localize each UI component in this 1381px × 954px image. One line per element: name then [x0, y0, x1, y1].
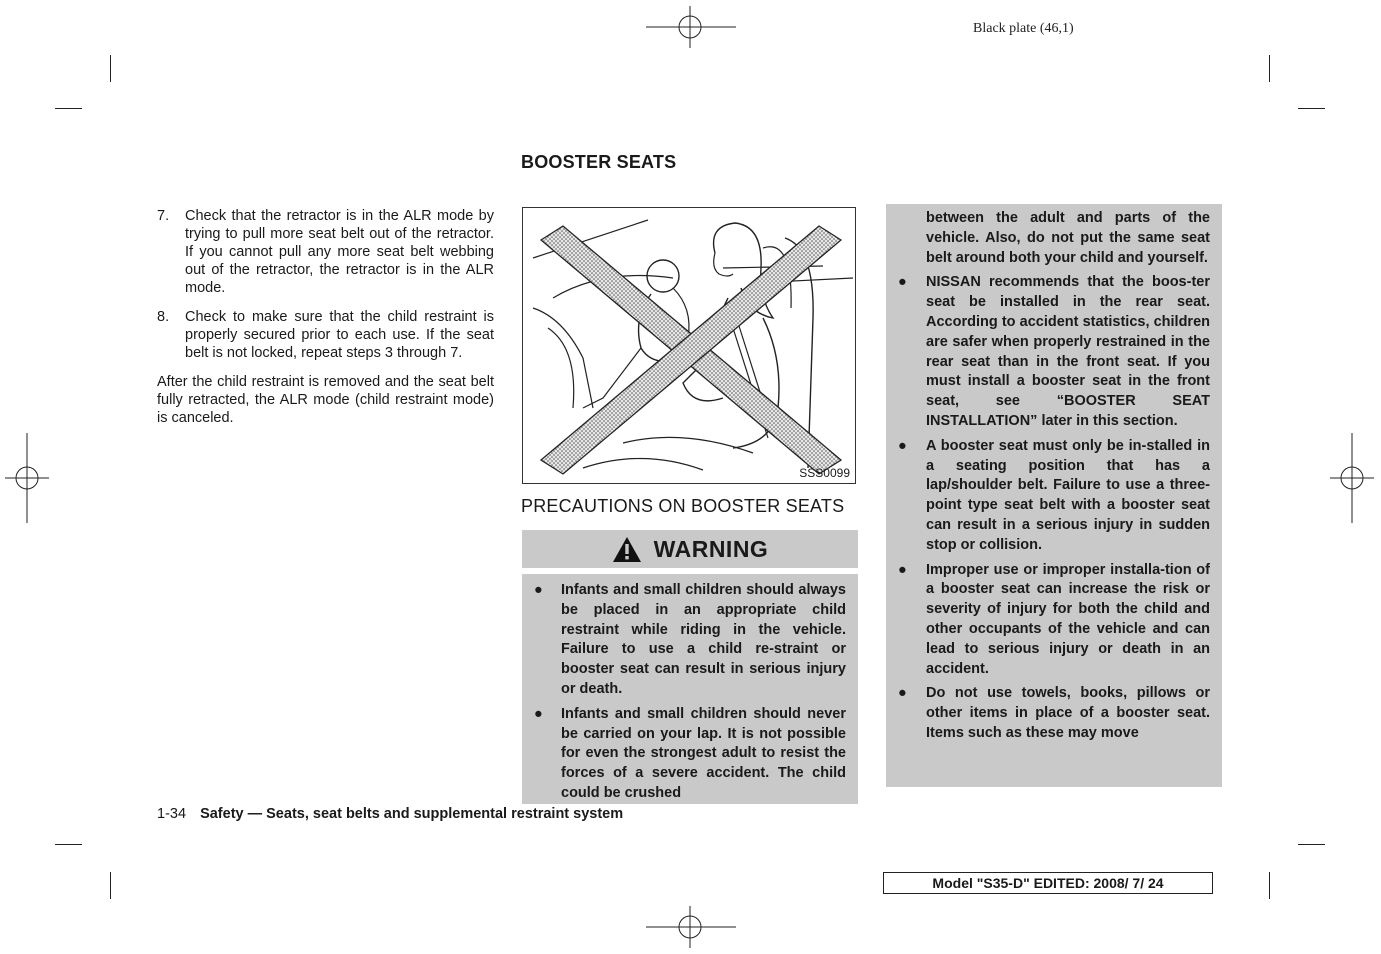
page-footer	[157, 806, 623, 822]
step-number: 7.	[157, 208, 170, 224]
warning-text: Infants and small children should always be placed in an appropriate child restraint while riding in the vehicle. Failure to use a child re-straint or booster seat can result in serious injury or death.	[561, 582, 846, 697]
bullet-icon: ●	[898, 561, 907, 578]
registration-mark-icon	[1330, 433, 1374, 523]
warning-text: Do not use towels, books, pillows or other items in place of a booster seat. Items such as these may move	[926, 685, 1210, 741]
step-number: 8.	[157, 309, 170, 325]
registration-mark-icon	[646, 6, 736, 48]
bullet-icon: ●	[898, 685, 907, 702]
list-item	[898, 437, 1210, 556]
continuation-text: between the adult and parts of the vehicle. Also, do not put the same seat belt around both your child and yourself.	[926, 210, 1210, 266]
step-item	[157, 308, 494, 362]
list-item	[534, 581, 846, 700]
body-paragraph: After the child restraint is removed and the seat belt fully retracted, the ALR mode (child restraint mode) is canceled.	[157, 374, 494, 426]
model-box: Model "S35-D" EDITED: 2008/ 7/ 24	[883, 872, 1213, 894]
warning-header	[522, 530, 858, 568]
bullet-icon: ●	[898, 274, 907, 291]
section-title: BOOSTER SEATS	[521, 152, 677, 172]
list-item	[534, 705, 846, 804]
step-text: Check that the retractor is in the ALR mode by trying to pull more seat belt out of the retractor. If you cannot pull any more seat belt webbing out of the retractor, the retractor is in the ALR mode.	[185, 208, 494, 296]
warning-text: NISSAN recommends that the boos-ter seat be installed in the rear seat. According to accident statistics, children are safer when properly restrained in the rear seat than in the front seat. If you must install a booster seat in the front seat, see “BOOSTER SEAT INSTALLATION” later in this section.	[926, 274, 1210, 429]
registration-mark-icon	[646, 906, 736, 948]
figure-code: SSS0099	[799, 466, 850, 480]
figure	[522, 207, 856, 484]
subheading: PRECAUTIONS ON BOOSTER SEATS	[521, 496, 845, 516]
plate-label: Black plate (46,1)	[973, 21, 1074, 36]
bullet-icon: ●	[898, 437, 907, 454]
warning-triangle-icon	[612, 536, 642, 563]
crossed-out-child-on-lap-illustration	[523, 208, 855, 483]
warning-text: Infants and small children should never be carried on your lap. It is not possible for even the strongest adult to resist the forces of a severe accident. The child could be crushed	[561, 705, 846, 801]
footer-section: Safety — Seats, seat belts and supplemental restraint system	[200, 806, 624, 822]
list-item	[898, 273, 1210, 431]
step-text: Check to make sure that the child restraint is properly secured prior to each use. If the seat belt is not locked, repeat steps 3 through 7.	[185, 309, 494, 361]
warning-text: Improper use or improper installa-tion of a booster seat can increase the risk or severity of injury for both the child and other occupants of the vehicle and can lead to serious injury or death in an accident.	[926, 561, 1210, 677]
left-column	[157, 207, 494, 427]
bullet-icon: ●	[534, 582, 543, 598]
warning-label: WARNING	[653, 535, 769, 562]
step-item	[157, 207, 494, 297]
registration-mark-icon	[5, 433, 49, 523]
warning-text: A booster seat must only be in-stalled in a seating position that has a lap/shoulder belt. Failure to use a three-point type seat belt with a booster seat can result in a serious injury in sudden stop or collision.	[926, 437, 1210, 553]
warning-continuation	[886, 204, 1222, 787]
page-number: 1-34	[157, 806, 187, 822]
bullet-icon: ●	[534, 705, 543, 722]
warning-body	[522, 574, 858, 804]
list-item	[898, 561, 1210, 680]
list-item	[898, 684, 1210, 743]
